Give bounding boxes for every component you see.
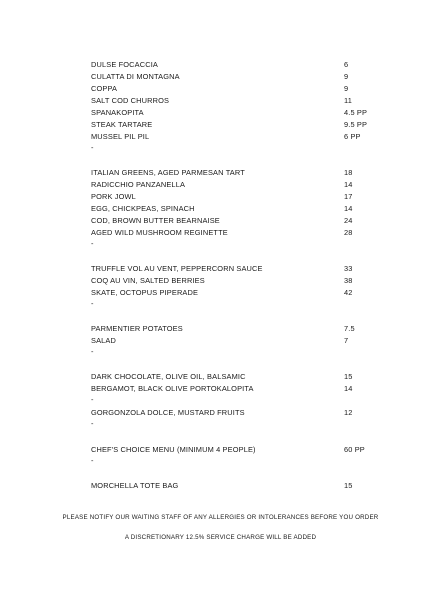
item-name: RADICCHIO PANZANELLA: [91, 180, 186, 189]
section-separator: [0, 239, 441, 251]
menu-section-cheese: [0, 407, 441, 431]
item-name: SALAD: [91, 336, 116, 345]
item-price: 9.5 PP: [344, 120, 368, 129]
menu-item: [0, 131, 441, 143]
menu-item: [0, 107, 441, 119]
item-price: 42: [344, 288, 353, 297]
menu-item: [0, 444, 441, 456]
item-price: 11: [344, 96, 352, 105]
separator-dash: -: [91, 456, 94, 465]
menu-item: [0, 263, 441, 275]
separator-dash: -: [91, 395, 94, 404]
item-price: 4.5 PP: [344, 108, 368, 117]
item-name: ITALIAN GREENS, AGED PARMESAN TART: [91, 168, 245, 177]
item-name: DARK CHOCOLATE, OLIVE OIL, BALSAMIC: [91, 372, 246, 381]
item-price: 6: [344, 60, 349, 69]
menu-item: [0, 119, 441, 131]
menu-item: [0, 323, 441, 335]
section-separator: [0, 419, 441, 431]
item-name: MUSSEL PIL PIL: [91, 132, 150, 141]
item-name: DULSE FOCACCIA: [91, 60, 158, 69]
menu-item: [0, 167, 441, 179]
menu-item: [0, 371, 441, 383]
menu-item: [0, 59, 441, 71]
menu-item: [0, 407, 441, 419]
item-price: 7: [344, 336, 349, 345]
item-price: 12: [344, 408, 353, 417]
item-price: 14: [344, 204, 353, 213]
item-name: GORGONZOLA DOLCE, MUSTARD FRUITS: [91, 408, 245, 417]
item-name: AGED WILD MUSHROOM REGINETTE: [91, 228, 228, 237]
separator-dash: -: [91, 239, 94, 248]
item-price: 14: [344, 180, 353, 189]
menu-section-snacks: [0, 59, 441, 155]
menu-item: [0, 227, 441, 239]
item-name: SKATE, OCTOPUS PIPERADE: [91, 288, 199, 297]
item-name: PORK JOWL: [91, 192, 136, 201]
section-separator: [0, 395, 441, 407]
menu-item: [0, 191, 441, 203]
item-name: MORCHELLA TOTE BAG: [91, 481, 179, 490]
item-price: 60 PP: [344, 445, 365, 454]
menu-section-mains: [0, 263, 441, 311]
menu-item: [0, 335, 441, 347]
item-price: 6 PP: [344, 132, 361, 141]
service-charge-notice: A DISCRETIONARY 12.5% SERVICE CHARGE WILL BE ADDED: [124, 534, 317, 541]
menu-item: [0, 480, 441, 492]
item-price: 24: [344, 216, 353, 225]
item-price: 28: [344, 228, 353, 237]
separator-dash: -: [91, 143, 94, 152]
section-separator: [0, 299, 441, 311]
item-name: EGG, CHICKPEAS, SPINACH: [91, 204, 195, 213]
separator-dash: -: [91, 419, 94, 428]
item-name: BERGAMOT, BLACK OLIVE PORTOKALOPITA: [91, 384, 254, 393]
item-name: COQ AU VIN, SALTED BERRIES: [91, 276, 205, 285]
menu-item: [0, 71, 441, 83]
item-name: STEAK TARTARE: [91, 120, 153, 129]
menu-section-chefs-choice: [0, 444, 441, 468]
item-price: 15: [344, 372, 353, 381]
item-price: 9: [344, 72, 349, 81]
item-name: SALT COD CHURROS: [91, 96, 170, 105]
item-name: SPANAKOPITA: [91, 108, 144, 117]
menu-section-desserts: [0, 371, 441, 407]
item-price: 33: [344, 264, 353, 273]
item-price: 17: [344, 192, 353, 201]
menu-section-sides: [0, 323, 441, 359]
item-price: 18: [344, 168, 353, 177]
item-name: PARMENTIER POTATOES: [91, 324, 183, 333]
separator-dash: -: [91, 347, 94, 356]
section-separator: [0, 143, 441, 155]
separator-dash: -: [91, 299, 94, 308]
menu-item: [0, 203, 441, 215]
menu-item: [0, 215, 441, 227]
item-price: 7.5: [344, 324, 355, 333]
item-name: TRUFFLE VOL AU VENT, PEPPERCORN SAUCE: [91, 264, 263, 273]
item-name: CULATTA DI MONTAGNA: [91, 72, 180, 81]
menu-item: [0, 179, 441, 191]
menu-item: [0, 95, 441, 107]
menu-item: [0, 83, 441, 95]
item-price: 15: [344, 481, 353, 490]
menu-section-merchandise: [0, 480, 441, 492]
menu-item: [0, 275, 441, 287]
item-price: 9: [344, 84, 349, 93]
section-separator: [0, 456, 441, 468]
item-price: 38: [344, 276, 353, 285]
menu-section-plates: [0, 167, 441, 251]
item-name: COPPA: [91, 84, 118, 93]
item-price: 14: [344, 384, 353, 393]
allergy-notice: PLEASE NOTIFY OUR WAITING STAFF OF ANY ALLERGIES OR INTOLERANCES BEFORE YOU ORDER: [62, 514, 379, 521]
item-name: COD, BROWN BUTTER BEARNAISE: [91, 216, 220, 225]
section-separator: [0, 347, 441, 359]
menu-item: [0, 383, 441, 395]
menu-item: [0, 287, 441, 299]
item-name: CHEF'S CHOICE MENU (MINIMUM 4 PEOPLE): [91, 445, 256, 454]
